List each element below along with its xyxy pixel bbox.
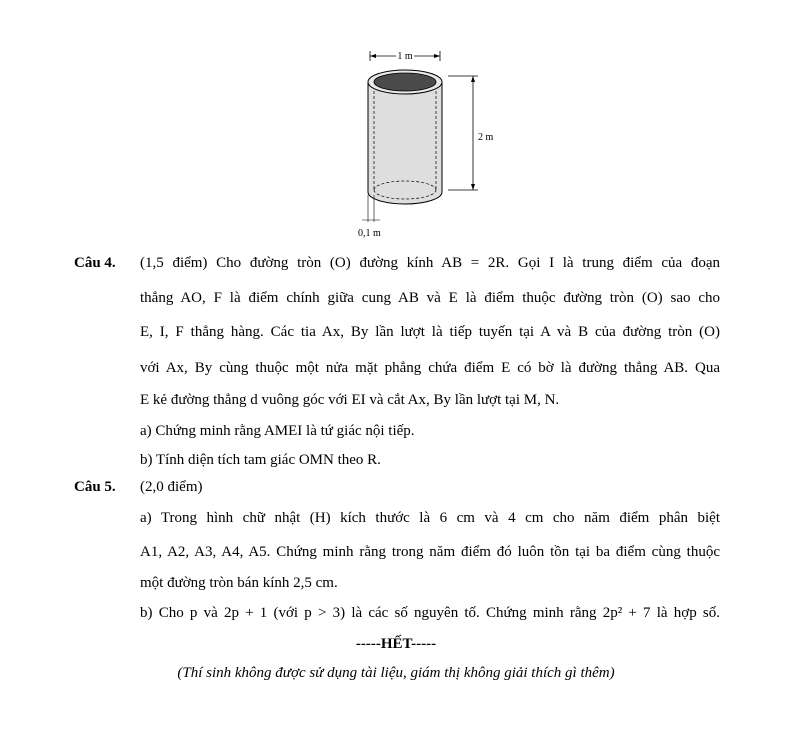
footer-note: (Thí sinh không được sử dụng tài liệu, giám thị không giải thích gì thêm) [177, 665, 615, 681]
cylinder-figure [350, 40, 510, 240]
cylinder-diagram [350, 40, 510, 240]
thickness-label: 0,1 m [358, 228, 381, 239]
question-4-line-2: thẳng AO, F là điểm chính giữa cung AB và E là điểm thuộc đường tròn (O) sao cho [140, 290, 720, 306]
question-5-part-a-line-1: a) Trong hình chữ nhật (H) kích thước là 6 cm và 4 cm cho năm điểm phân biệt [140, 510, 720, 526]
question-4-line-4: với Ax, By cùng thuộc một nửa mặt phẳng chứa điểm E có bờ là đường thẳng AB. Qua [140, 360, 720, 376]
question-5-number: Câu 5. [74, 479, 116, 495]
question-5-part-a-line-2: A1, A2, A3, A4, A5. Chứng minh rằng trong năm điểm đó luôn tồn tại ba điểm cùng thuộc [140, 544, 720, 560]
width-label: 1 m [397, 51, 413, 62]
question-5-points: (2,0 điểm) [140, 479, 203, 495]
question-5-part-b: b) Cho p và 2p + 1 (với p > 3) là các số nguyên tố. Chứng minh rằng 2p² + 7 là hợp số. [140, 605, 720, 621]
question-4-number: Câu 4. [74, 255, 116, 271]
end-mark: -----HẾT----- [355, 636, 437, 652]
question-4-part-b: b) Tính diện tích tam giác OMN theo R. [140, 452, 381, 468]
cylinder-opening [374, 73, 436, 91]
question-4-part-a: a) Chứng minh rằng AMEI là tứ giác nội tiếp. [140, 423, 415, 439]
height-label: 2 m [478, 132, 494, 143]
question-5-part-a-line-3: một đường tròn bán kính 2,5 cm. [140, 575, 338, 591]
question-4-line-1: (1,5 điểm) Cho đường tròn (O) đường kính AB = 2R. Gọi I là trung điểm của đoạn [140, 255, 720, 271]
question-4-line-3: E, I, F thẳng hàng. Các tia Ax, By lần lượt là tiếp tuyến tại A và B của đường tròn (O) [140, 324, 720, 340]
question-4-line-5: E kẻ đường thẳng d vuông góc với EI và cắt Ax, By lần lượt tại M, N. [140, 392, 560, 408]
